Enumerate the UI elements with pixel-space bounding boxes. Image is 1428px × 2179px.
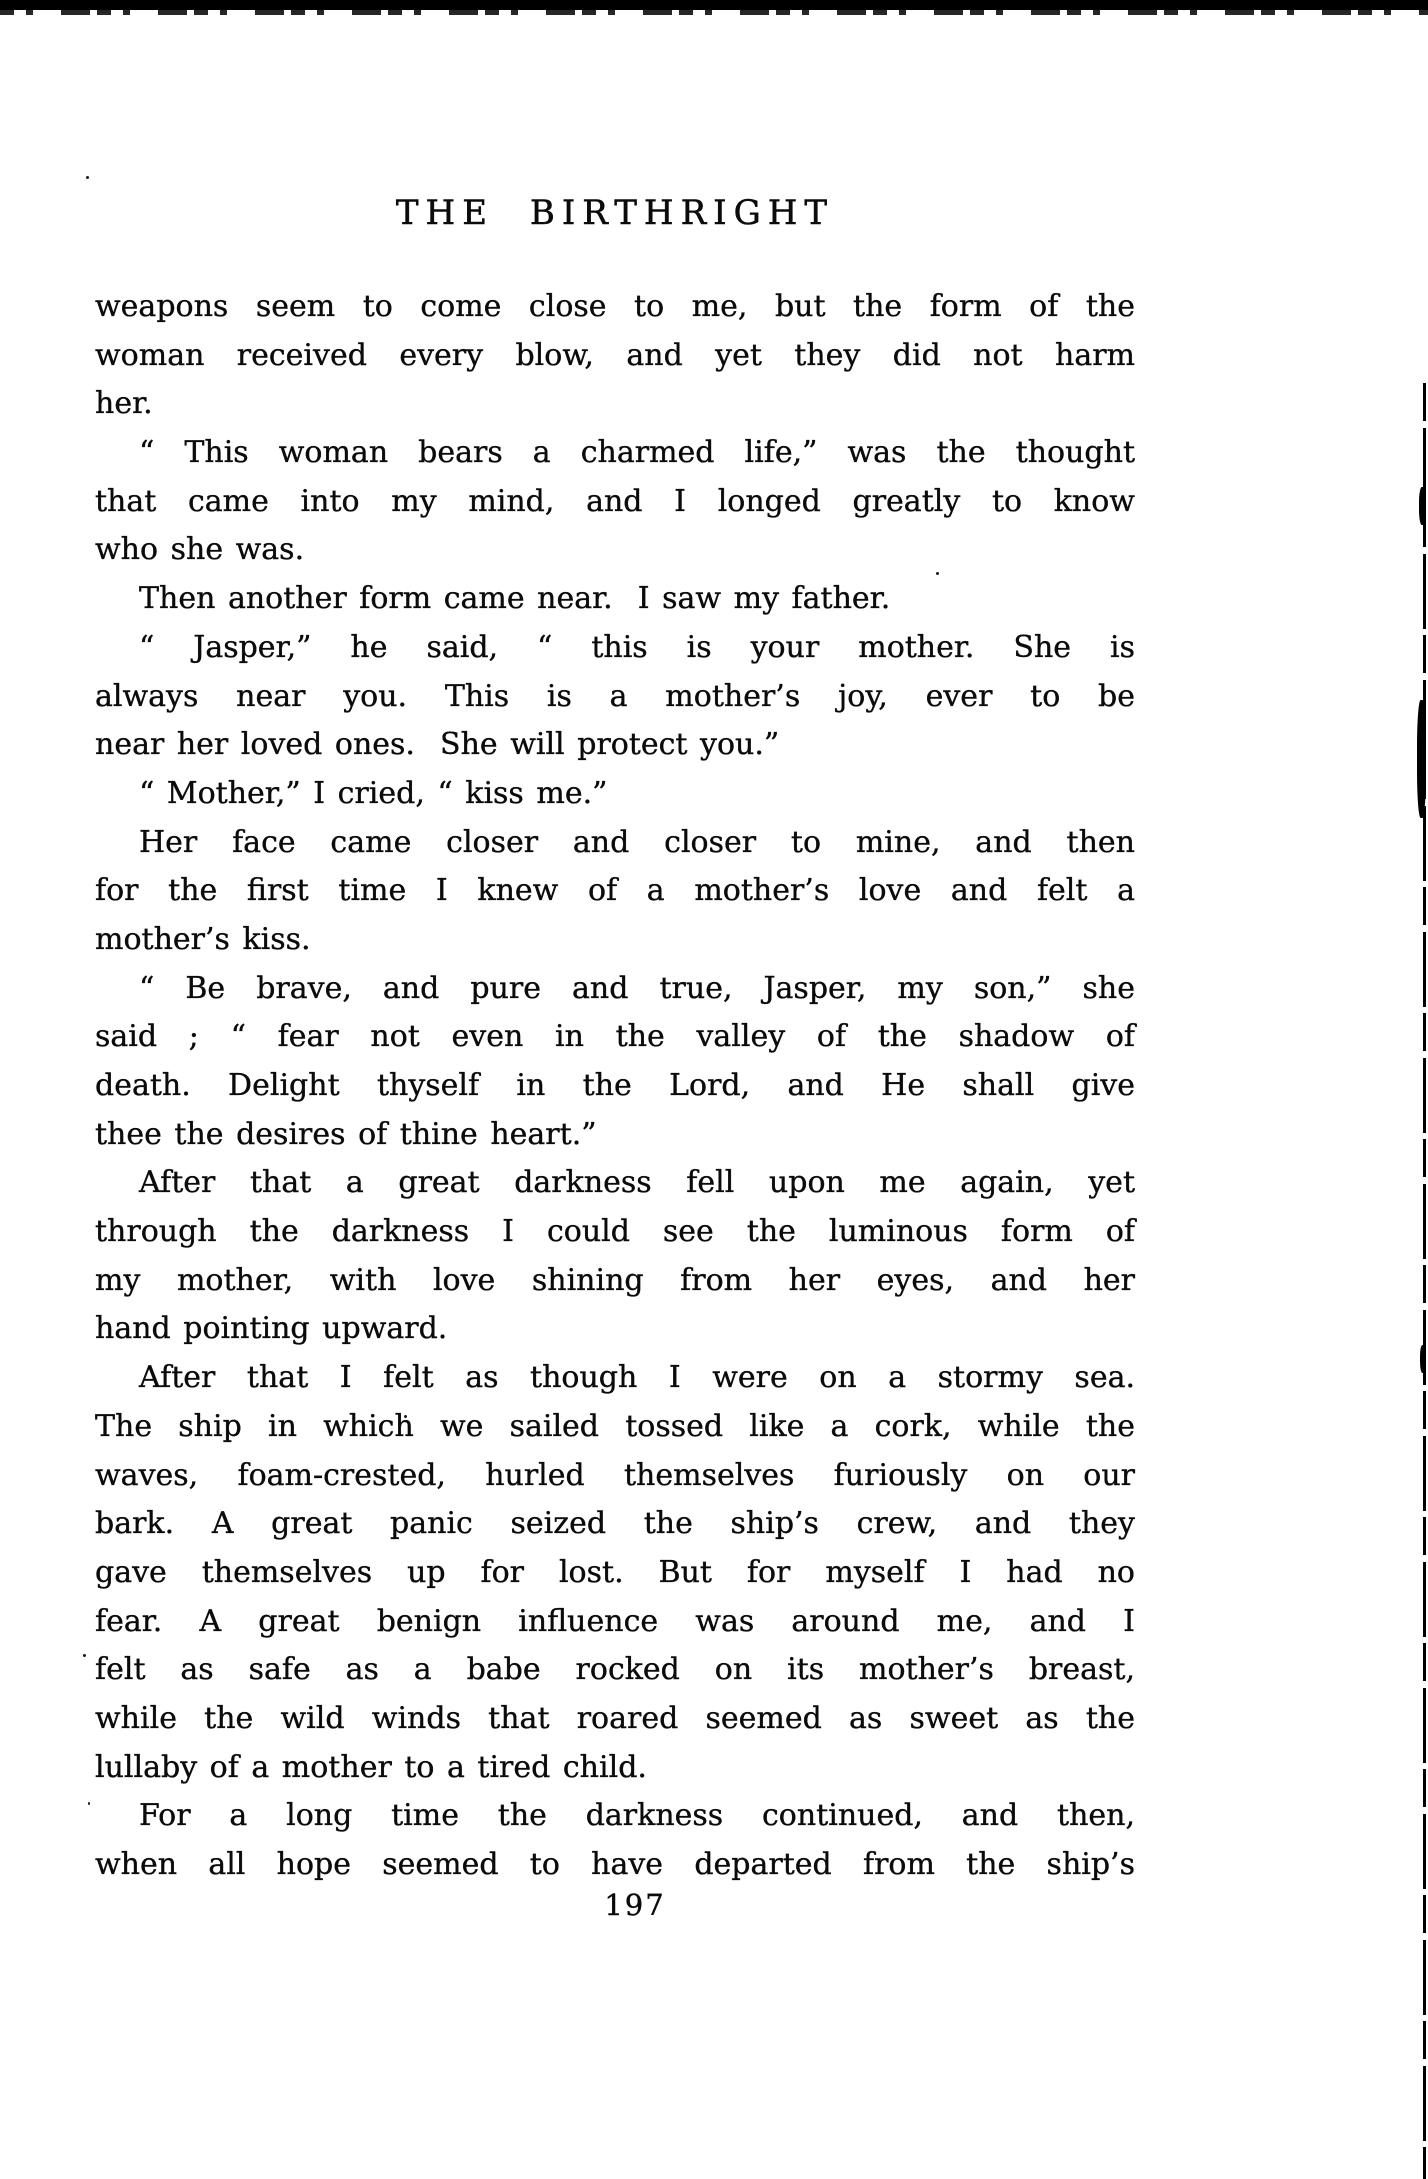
text-line: waves, foam-crested, hurled themselves furiously on our xyxy=(95,1457,1135,1493)
text-line: weapons seem to come close to me, but the form of the xyxy=(95,289,1135,324)
text-line: said ; “ fear not even in the valley of the shadow of xyxy=(95,1019,1135,1055)
text-line: near her loved ones. She will protect you.” xyxy=(95,727,780,763)
text-line: that came into my mind, and I longed greatly to know xyxy=(95,483,1135,519)
text-line: Her face came closer and closer to mine, and then xyxy=(139,824,1135,860)
text-line: her. xyxy=(95,386,153,422)
text-line: For a long time the darkness continued, and then, xyxy=(139,1798,1135,1834)
text-line: fear. A great benign influence was around me, and I xyxy=(95,1603,1135,1639)
text-line: for the first time I knew of a mother’s love and felt a xyxy=(95,873,1135,909)
text-line: “ Be brave, and pure and true, Jasper, my son,” she xyxy=(139,970,1135,1006)
text-line: my mother, with love shining from her eyes, and her xyxy=(95,1262,1135,1298)
scan-artifact-top-bar xyxy=(0,0,1428,10)
body-text-block xyxy=(95,283,1135,1890)
text-line: “ This woman bears a charmed life,” was the thought xyxy=(139,435,1135,471)
text-line: bark. A great panic seized the ship’s crew, and they xyxy=(95,1506,1135,1542)
text-line: lullaby of a mother to a tired child. xyxy=(95,1749,647,1785)
text-line: After that a great darkness fell upon me again, yet xyxy=(139,1165,1135,1201)
scan-artifact-edge-blob xyxy=(1417,700,1426,818)
text-line: woman received every blow, and yet they did not harm xyxy=(95,337,1135,373)
scan-artifact-edge-blob xyxy=(1420,1345,1426,1373)
scan-artifact-right-edge-line xyxy=(1423,383,1426,2179)
text-line: while the wild winds that roared seemed as sweet as the xyxy=(95,1700,1135,1736)
ink-speck xyxy=(88,1802,90,1805)
text-line: Then another form came near. I saw my father. xyxy=(139,581,891,617)
text-line: through the darkness I could see the luminous form of xyxy=(95,1214,1135,1250)
scan-artifact-top-bar-ragged-edge xyxy=(0,10,1428,15)
text-line: The ship in which we sailed tossed like a cork, while the xyxy=(95,1408,1135,1444)
text-line: felt as safe as a babe rocked on its mother’s breast, xyxy=(95,1652,1135,1688)
text-line: when all hope seemed to have departed from the ship’s xyxy=(95,1847,1135,1882)
ink-speck xyxy=(83,1654,86,1657)
text-line: death. Delight thyself in the Lord, and He shall give xyxy=(95,1068,1135,1103)
text-line: hand pointing upward. xyxy=(95,1311,448,1347)
scan-artifact-edge-blob xyxy=(1419,487,1426,525)
text-line: “ Mother,” I cried, “ kiss me.” xyxy=(139,775,608,811)
text-line: mother’s kiss. xyxy=(95,921,311,957)
text-line: who she was. xyxy=(95,532,305,568)
text-line: thee the desires of thine heart.” xyxy=(95,1116,597,1152)
text-line: always near you. This is a mother’s joy, ever to be xyxy=(95,678,1135,714)
running-head-title: THE BIRTHRIGHT xyxy=(395,193,835,233)
text-line: gave themselves up for lost. But for myself I had no xyxy=(95,1554,1135,1590)
ink-speck xyxy=(86,176,89,179)
text-line: “ Jasper,” he said, “ this is your mother. She is xyxy=(139,629,1135,665)
text-line: After that I felt as though I were on a stormy sea. xyxy=(139,1360,1135,1396)
page-number: 197 xyxy=(604,1888,666,1922)
